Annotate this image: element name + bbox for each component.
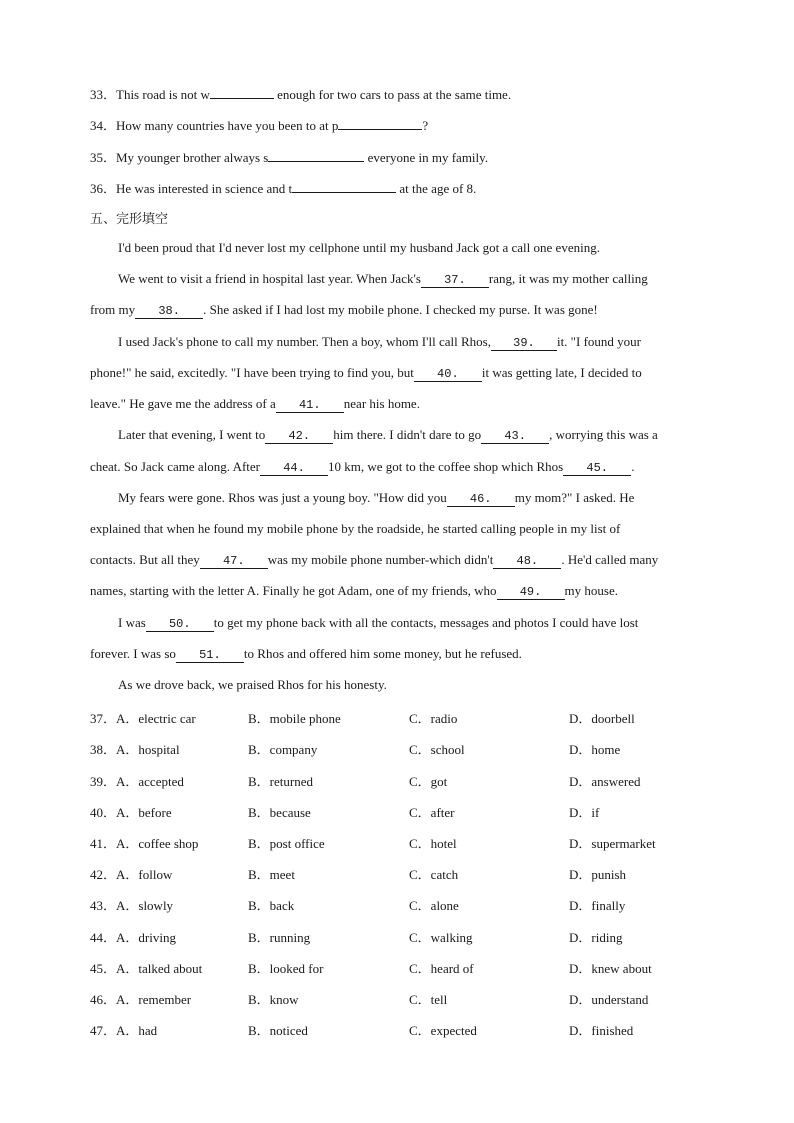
option-a[interactable]: 41．A．coffee shop bbox=[90, 836, 199, 851]
question-35 bbox=[90, 147, 488, 166]
passage-line bbox=[90, 396, 420, 413]
option-c[interactable]: C．alone bbox=[409, 898, 459, 913]
blank-39[interactable]: 39. bbox=[491, 337, 557, 351]
blank-44[interactable]: 44. bbox=[260, 462, 328, 476]
option-a[interactable]: 42．A．follow bbox=[90, 867, 173, 882]
blank-50[interactable]: 50. bbox=[146, 618, 214, 632]
option-a[interactable]: 46．A．remember bbox=[90, 992, 192, 1007]
blank-43[interactable]: 43. bbox=[481, 430, 549, 444]
passage-text: We went to visit a friend in hospital last year. When Jack's bbox=[118, 271, 421, 286]
option-a[interactable]: 40．A．before bbox=[90, 805, 172, 820]
passage-text: explained that when he found my mobile phone by the roadside, he started calling people in my list of bbox=[90, 521, 621, 536]
blank-37[interactable]: 37. bbox=[421, 274, 489, 288]
question-text: ? bbox=[422, 118, 429, 133]
passage-text: near his home. bbox=[343, 396, 420, 411]
option-c[interactable]: C．got bbox=[409, 774, 448, 789]
option-d[interactable]: D．riding bbox=[569, 930, 623, 945]
blank-40[interactable]: 40. bbox=[414, 368, 482, 382]
option-c[interactable]: C．hotel bbox=[409, 836, 457, 851]
option-a[interactable]: 44．A．driving bbox=[90, 930, 176, 945]
option-c[interactable]: C．after bbox=[409, 805, 455, 820]
question-33 bbox=[90, 84, 511, 103]
passage-text: contacts. But all they bbox=[90, 552, 200, 567]
option-c[interactable]: C．heard of bbox=[409, 961, 474, 976]
question-text: at the age of 8. bbox=[396, 181, 477, 196]
question-text: 33．This road is not w bbox=[90, 87, 210, 102]
passage-line bbox=[118, 615, 638, 632]
passage-text: from my bbox=[90, 302, 136, 317]
option-c[interactable]: C．radio bbox=[409, 711, 458, 726]
passage-text: leave." He gave me the address of a bbox=[90, 396, 276, 411]
option-d[interactable]: D．finally bbox=[569, 898, 626, 913]
option-b[interactable]: B．post office bbox=[248, 836, 325, 851]
option-d[interactable]: D．answered bbox=[569, 774, 641, 789]
passage-text: my house. bbox=[564, 583, 618, 598]
passage-text: . He'd called many bbox=[561, 552, 659, 567]
option-b[interactable]: B．back bbox=[248, 898, 295, 913]
option-c[interactable]: C．catch bbox=[409, 867, 459, 882]
option-d[interactable]: D．understand bbox=[569, 992, 649, 1007]
option-d[interactable]: D．home bbox=[569, 742, 621, 757]
option-b[interactable]: B．looked for bbox=[248, 961, 324, 976]
option-d[interactable]: D．doorbell bbox=[569, 711, 635, 726]
question-34 bbox=[90, 115, 428, 134]
option-b[interactable]: B．company bbox=[248, 742, 318, 757]
passage-line bbox=[118, 427, 658, 444]
question-text: enough for two cars to pass at the same time. bbox=[273, 87, 512, 102]
passage-text: my mom?" I asked. He bbox=[514, 490, 635, 505]
option-d[interactable]: D．punish bbox=[569, 867, 627, 882]
passage-line bbox=[90, 583, 618, 600]
option-d[interactable]: D．supermarket bbox=[569, 836, 656, 851]
passage-text: cheat. So Jack came along. After bbox=[90, 459, 261, 474]
passage-text: , worrying this was a bbox=[549, 427, 658, 442]
passage-text: phone!" he said, excitedly. "I have been trying to find you, but bbox=[90, 365, 414, 380]
option-d[interactable]: D．if bbox=[569, 805, 600, 820]
option-b[interactable]: B．mobile phone bbox=[248, 711, 341, 726]
passage-text: I was bbox=[118, 615, 146, 630]
passage-text: I used Jack's phone to call my number. Then a boy, whom I'll call Rhos, bbox=[118, 334, 491, 349]
passage-line bbox=[90, 459, 634, 476]
answer-blank[interactable] bbox=[338, 118, 422, 130]
option-a[interactable]: 38．A．hospital bbox=[90, 742, 180, 757]
passage-text: 10 km, we got to the coffee shop which Rhos bbox=[328, 459, 564, 474]
passage-line bbox=[118, 677, 387, 693]
option-d[interactable]: D．finished bbox=[569, 1023, 634, 1038]
question-text: everyone in my family. bbox=[364, 150, 489, 165]
passage-text: him there. I didn't dare to go bbox=[333, 427, 482, 442]
question-text: 36．He was interested in science and t bbox=[90, 181, 293, 196]
blank-49[interactable]: 49. bbox=[497, 586, 565, 600]
blank-51[interactable]: 51. bbox=[176, 649, 244, 663]
option-b[interactable]: B．running bbox=[248, 930, 311, 945]
passage-line bbox=[90, 552, 658, 569]
passage-text: My fears were gone. Rhos was just a young boy. "How did you bbox=[118, 490, 447, 505]
passage-line bbox=[118, 271, 648, 288]
blank-38[interactable]: 38. bbox=[135, 305, 203, 319]
blank-45[interactable]: 45. bbox=[563, 462, 631, 476]
option-a[interactable]: 47．A．had bbox=[90, 1023, 158, 1038]
passage-text: to get my phone back with all the contacts, messages and photos I could have lost bbox=[213, 615, 639, 630]
passage-text: forever. I was so bbox=[90, 646, 176, 661]
blank-47[interactable]: 47. bbox=[200, 555, 268, 569]
passage-line bbox=[90, 521, 620, 537]
section-heading: 五、完形填空 bbox=[90, 212, 169, 227]
passage-text: Later that evening, I went to bbox=[118, 427, 266, 442]
passage-text: to Rhos and offered him some money, but he refused. bbox=[243, 646, 522, 661]
passage-text: As we drove back, we praised Rhos for his honesty. bbox=[118, 677, 387, 692]
passage-line bbox=[90, 302, 598, 319]
option-b[interactable]: B．know bbox=[248, 992, 299, 1007]
option-b[interactable]: B．because bbox=[248, 805, 311, 820]
option-c[interactable]: C．tell bbox=[409, 992, 448, 1007]
blank-48[interactable]: 48. bbox=[493, 555, 561, 569]
blank-46[interactable]: 46. bbox=[447, 493, 515, 507]
blank-41[interactable]: 41. bbox=[276, 399, 344, 413]
passage-line bbox=[118, 334, 641, 351]
option-b[interactable]: B．returned bbox=[248, 774, 313, 789]
passage-text: it. "I found your bbox=[556, 334, 641, 349]
blank-42[interactable]: 42. bbox=[265, 430, 333, 444]
answer-blank[interactable] bbox=[210, 87, 274, 99]
passage-text: I'd been proud that I'd never lost my cellphone until my husband Jack got a call one evening. bbox=[118, 240, 600, 255]
passage-line bbox=[90, 646, 522, 663]
option-a[interactable]: 43．A．slowly bbox=[90, 898, 174, 913]
passage-line bbox=[118, 490, 634, 507]
answer-blank[interactable] bbox=[268, 150, 364, 162]
passage-text: it was getting late, I decided to bbox=[481, 365, 642, 380]
passage-text: . bbox=[631, 459, 635, 474]
passage-line bbox=[90, 365, 642, 382]
question-36 bbox=[90, 178, 476, 197]
option-c[interactable]: C．walking bbox=[409, 930, 473, 945]
option-d[interactable]: D．knew about bbox=[569, 961, 652, 976]
option-c[interactable]: C．expected bbox=[409, 1023, 477, 1038]
option-a[interactable]: 45．A．talked about bbox=[90, 961, 203, 976]
option-a[interactable]: 39．A．accepted bbox=[90, 774, 184, 789]
passage-text: . She asked if I had lost my mobile phone. I checked my purse. It was gone! bbox=[203, 302, 598, 317]
answer-blank[interactable] bbox=[292, 181, 396, 193]
option-b[interactable]: B．meet bbox=[248, 867, 295, 882]
question-text: 35．My younger brother always s bbox=[90, 150, 269, 165]
passage-text: rang, it was my mother calling bbox=[488, 271, 648, 286]
passage-line bbox=[118, 240, 600, 256]
passage-text: names, starting with the letter A. Finally he got Adam, one of my friends, who bbox=[90, 583, 497, 598]
option-a[interactable]: 37．A．electric car bbox=[90, 711, 196, 726]
option-b[interactable]: B．noticed bbox=[248, 1023, 308, 1038]
question-text: 34．How many countries have you been to at p bbox=[90, 118, 339, 133]
option-c[interactable]: C．school bbox=[409, 742, 465, 757]
passage-text: was my mobile phone number-which didn't bbox=[267, 552, 494, 567]
